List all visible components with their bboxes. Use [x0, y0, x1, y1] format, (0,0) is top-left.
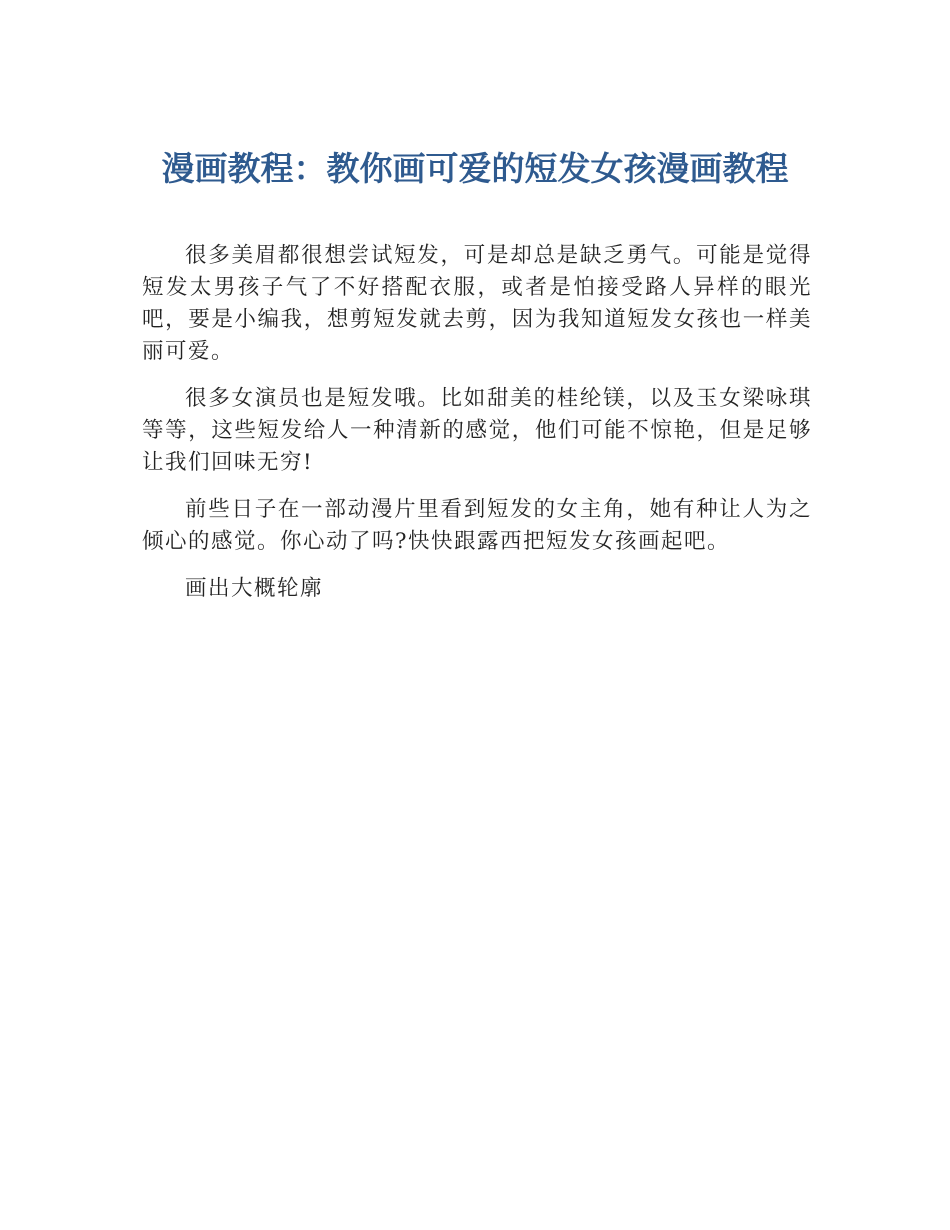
document-title: 漫画教程：教你画可爱的短发女孩漫画教程 [161, 149, 789, 188]
paragraph-4: 画出大概轮廓 [185, 576, 324, 601]
document-body [142, 240, 812, 620]
paragraph-1: 很多美眉都很想尝试短发，可是却总是缺乏勇气。可能是觉得短发太男孩子气了不好搭配衣服，或者是怕接受路人异样的眼光吧，要是小编我，想剪短发就去剪，因为我知道短发女孩也一样美丽可爱。 [142, 243, 812, 364]
paragraph-2: 很多女演员也是短发哦。比如甜美的桂纶镁，以及玉女梁咏琪等等，这些短发给人一种清新的感觉，他们可能不惊艳，但是足够让我们回味无穷! [142, 386, 812, 475]
paragraph-3: 前些日子在一部动漫片里看到短发的女主角，她有种让人为之倾心的感觉。你心动了吗?快快跟露西把短发女孩画起吧。 [142, 497, 812, 554]
